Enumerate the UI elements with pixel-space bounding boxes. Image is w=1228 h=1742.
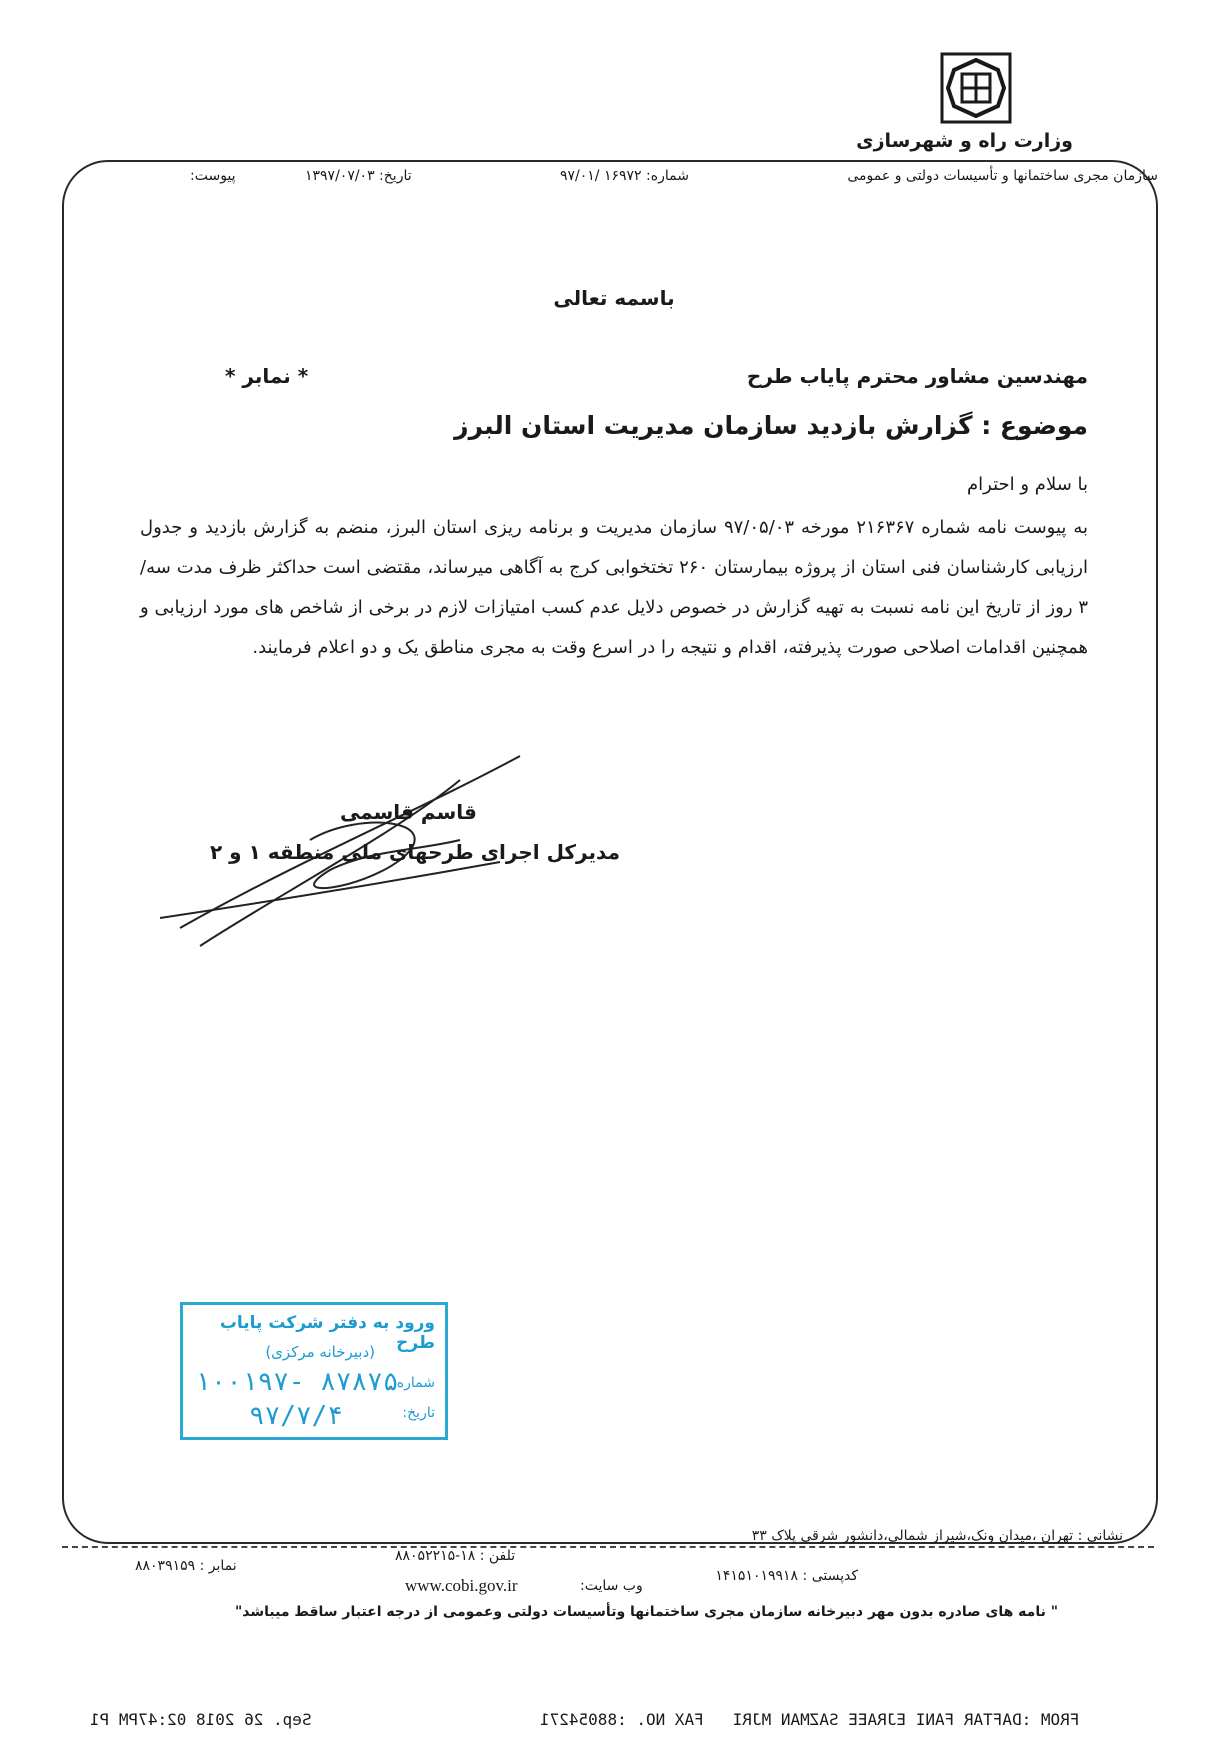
footer-website-label: وب سایت: (580, 1578, 643, 1594)
subject: موضوع : گزارش بازدید سازمان مدیریت استان البرز (454, 411, 1088, 440)
signer-name: قاسم قاسمی (340, 800, 477, 824)
footer-notice: " نامه های صادره بدون مهر دبیرخانه سازمان مجری ساختمانها وتأسیسات دولتی وعمومی از درجه اعتبار ساقط میباشد" (235, 1604, 1058, 1620)
footer-website: www.cobi.gov.ir (405, 1576, 518, 1595)
receipt-stamp (180, 1302, 448, 1440)
fax-header-right: FROM :DAFTAR FANI EJRAEE SAZMAN MJRI FAX NO. :88054271 (540, 1710, 1080, 1729)
letter-number: شماره: ۱۶۹۷۲ /۹۷/۰۱ (560, 168, 689, 184)
footer-phone: تلفن : ۱۸-۸۸۰۵۲۲۱۵ (395, 1548, 516, 1564)
stamp-number-value: ۱۰۰۱۹۷- ۸۷۸۷۵ (195, 1367, 399, 1397)
stamp-subtitle: (دبیرخانه مرکزی) (265, 1343, 375, 1361)
greeting: با سلام و احترام (967, 474, 1088, 495)
stamp-date-value: ۹۷/۷/۴ (249, 1401, 343, 1431)
footer-fax: نمابر : ۸۸۰۳۹۱۵۹ (135, 1558, 237, 1574)
ministry-logo-icon (940, 52, 1012, 124)
stamp-number-label: شماره: (392, 1375, 435, 1391)
recipient: مهندسین مشاور محترم پایاب طرح (746, 364, 1088, 388)
ministry-name: وزارت راه و شهرسازی (856, 130, 1073, 152)
signer-title: مدیرکل اجرای طرحهای ملی منطقه ۱ و ۲ (210, 840, 620, 864)
letter-body: به پیوست نامه شماره ۲۱۶۳۶۷ مورخه ۹۷/۰۵/۰۳ سازمان مدیریت و برنامه ریزی استان البرز، منضم به گزارش بازدید و جدول ارزیابی کارشناسان فنی استان از پروژه بیمارستان ۲۶۰ تختخوابی کرج به آگاهی میرساند، مقتضی است حداکثر ظرف مدت سه/۳ روز از تاریخ این نامه نسبت به تهیه گزارش در خصوص دلایل عدم کسب امتیازات لازم در برخی از شاخص های مورد ارزیابی و همچنین اقدامات اصلاحی صورت پذیرفته، اقدام و نتیجه را در اسرع وقت به مجری مناطق یک و دو اعلام فرمایند. (140, 517, 1088, 658)
stamp-date-label: تاریخ: (402, 1405, 435, 1421)
attachment-label: پیوست: (190, 168, 236, 184)
footer-postal: کدپستی : ۱۴۱۵۱۰۱۹۹۱۸ (715, 1568, 858, 1584)
organization-name: سازمان مجری ساختمانها و تأسیسات دولتی و عمومی (847, 168, 1158, 184)
basmala: باسمه تعالی (553, 286, 675, 310)
fax-header-left: Sep. 26 2018 02:47PM P1 (90, 1710, 312, 1729)
footer-address: نشانی : تهران ،میدان ونک،شیراز شمالی،دانشور شرقی پلاک ۳۳ (751, 1528, 1123, 1544)
stamp-title: ورود به دفتر شرکت پایاب طرح (219, 1313, 435, 1353)
footer-divider (62, 1546, 1154, 1548)
letter-date: تاریخ: ۱۳۹۷/۰۷/۰۳ (305, 168, 412, 184)
fax-note: * نمابر * (225, 364, 309, 388)
